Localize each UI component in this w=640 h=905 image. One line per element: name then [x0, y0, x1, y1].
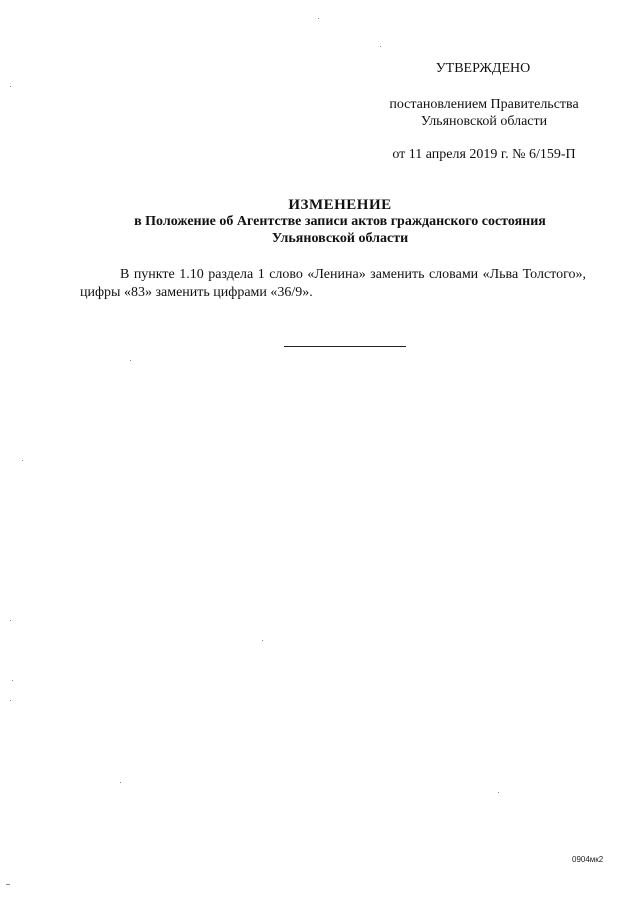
scan-speck	[380, 46, 381, 47]
scan-speck	[498, 792, 499, 793]
amendment-paragraph: В пункте 1.10 раздела 1 слово «Ленина» заменить словами «Льва Толстого», цифры «83» заменить цифрами «36/9».	[80, 267, 586, 300]
scan-speck	[10, 700, 11, 701]
scan-speck	[318, 18, 319, 19]
document-title: ИЗМЕНЕНИЕ	[288, 197, 392, 213]
scan-speck	[120, 782, 121, 783]
document-subtitle-line-1: в Положение об Агентстве записи актов гражданского состояния	[134, 214, 546, 229]
document-code: 0904мк2	[572, 855, 604, 864]
scan-speck	[6, 884, 10, 885]
approval-heading: УТВЕРЖДЕНО	[435, 61, 531, 76]
scan-speck	[12, 680, 13, 681]
scan-speck	[10, 620, 11, 621]
approval-authority-line-1: постановлением Правительства	[389, 97, 579, 112]
approval-authority-line-2: Ульяновской области	[420, 114, 548, 129]
approval-date: от 11 апреля 2019 г. № 6/159-П	[392, 147, 576, 162]
scan-speck	[262, 640, 263, 641]
document-subtitle-line-2: Ульяновской области	[271, 231, 409, 246]
scan-speck	[130, 360, 131, 361]
closing-separator-line	[284, 346, 406, 347]
scan-speck	[22, 460, 23, 461]
scan-speck	[10, 86, 11, 87]
